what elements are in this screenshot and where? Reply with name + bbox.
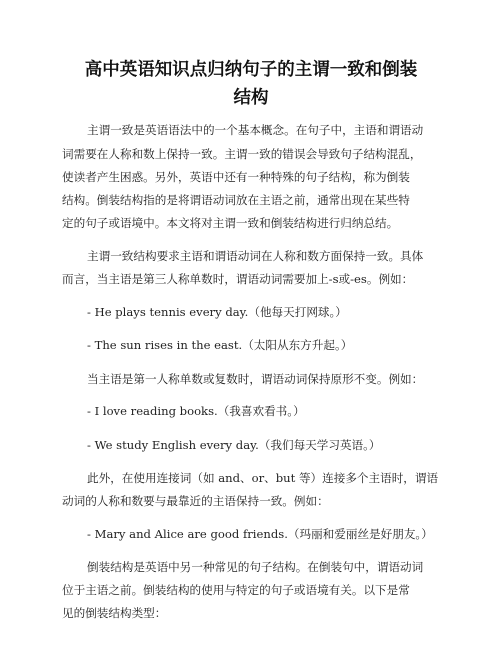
example-he-plays-tennis: - He plays tennis every day.（他每天打网球。）: [87, 305, 347, 319]
paragraph-1-line-1: 主谓一致是英语语法中的一个基本概念。在句子中，主语和谓语动: [87, 123, 424, 137]
paragraph-inversion-line-2: 位于主语之前。倒装结构的使用与特定的句子或语境有关。以下是常: [62, 583, 410, 597]
title-line-2: 结构: [233, 88, 269, 108]
paragraph-conjunction-line-2: 动词的人称和数要与最靠近的主语保持一致。例如：: [62, 494, 329, 508]
paragraph-1-line-5: 定的句子或语境中。本文将对主谓一致和倒装结构进行归纳总结。: [62, 216, 399, 230]
paragraph-inversion-line-3: 见的倒装结构类型：: [62, 606, 167, 620]
paragraph-2-line-2: 而言，当主语是第三人称单数时，谓语动词需要加上-s或-es。例如：: [62, 272, 414, 286]
paragraph-conjunction-line-1: 此外，在使用连接词（如 and、or、but 等）连接多个主语时，谓语: [87, 471, 439, 485]
document-title: [60, 56, 442, 112]
paragraph-first-person: 当主语是第一人称单数或复数时，谓语动词保持原形不变。例如：: [87, 372, 424, 386]
example-i-love-reading: - I love reading books.（我喜欢看书。）: [87, 404, 305, 418]
paragraph-1-line-4: 结构。倒装结构指的是将谓语动词放在主语之前，通常出现在某些特: [62, 193, 410, 207]
example-mary-and-alice: - Mary and Alice are good friends.（玛丽和爱丽丝是好朋友。）: [87, 527, 433, 541]
example-sun-rises: - The sun rises in the east.（太阳从东方升起。）: [87, 338, 353, 352]
paragraph-inversion-line-1: 倒装结构是英语中另一种常见的句子结构。在倒装句中，谓语动词: [87, 560, 424, 574]
paragraph-2-line-1: 主谓一致结构要求主语和谓语动词在人称和数方面保持一致。具体: [87, 249, 424, 263]
title-line-1: 高中英语知识点归纳句子的主谓一致和倒装: [84, 60, 418, 80]
paragraph-1-line-2: 词需要在人称和数上保持一致。主谓一致的错误会导致句子结构混乱，: [62, 147, 422, 161]
example-we-study-english: - We study English every day.（我们每天学习英语。）: [87, 438, 381, 452]
paragraph-1-line-3: 使读者产生困惑。另外，英语中还有一种特殊的句子结构，称为倒装: [62, 170, 410, 184]
